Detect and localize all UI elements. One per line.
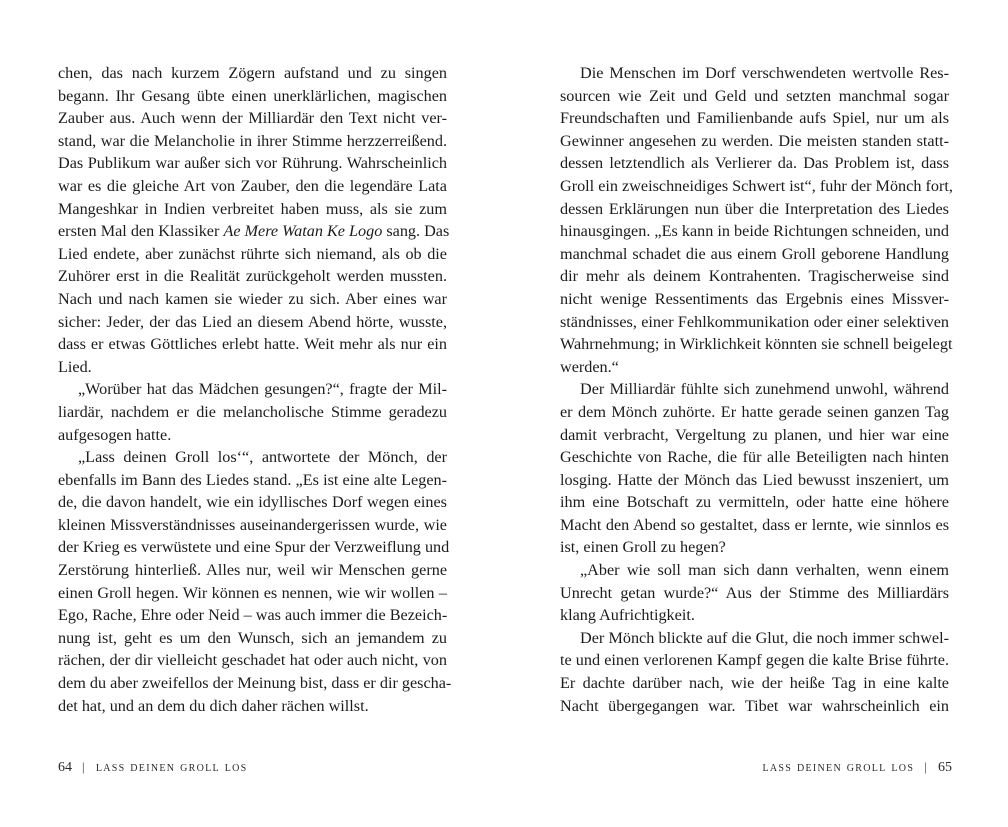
text-line: sourcen wie Zeit und Geld und setzten manchmal sogar <box>560 86 949 105</box>
text-line: ebenfalls im Bann des Liedes stand. „Es ist eine alte Legen- <box>58 470 447 489</box>
text-line: Lied endete, aber zunächst rührte sich niemand, als ob die <box>58 244 447 263</box>
text-line: begann. Ihr Gesang übte einen unerklärlichen, magischen <box>58 86 447 105</box>
left-page <box>58 62 452 717</box>
line-lead: ersten Mal den Klassiker <box>58 222 224 241</box>
running-title: lass deinen groll los <box>762 760 915 775</box>
text-line: Unrecht getan wurde?“ Aus der Stimme des Milliardärs <box>560 583 949 602</box>
text-line: kleinen Missverständnisses auseinandergerissen wurde, wie <box>58 515 447 534</box>
text-line: nicht wenige Ressentiments das Ergebnis eines Missver- <box>560 289 949 308</box>
footer-separator: | <box>924 760 928 774</box>
text-line: nung ist, geht es um den Wunsch, sich an jemandem zu <box>58 628 447 647</box>
text-line: ihm eine Botschaft zu vermitteln, oder hatte eine höhere <box>560 493 949 512</box>
text-line: Zuhörer erst in die Realität zurückgeholt werden mussten. <box>58 267 447 286</box>
text-line: er dem Mönch zuhörte. Er hatte gerade seinen ganzen Tag <box>560 402 949 421</box>
song-title: Ae Mere Watan Ke Logo <box>223 222 383 241</box>
text-line: dessen Erklärungen nun über die Interpretation des Liedes <box>560 199 949 218</box>
text-line: Ego, Rache, Ehre oder Neid – was auch immer die Bezeich- <box>58 606 448 625</box>
right-footer <box>763 760 953 776</box>
text-line: det hat, und an dem du dich daher rächen willst. <box>58 696 369 715</box>
text-line: Nacht übergegangen war. Tibet war wahrscheinlich ein <box>560 696 949 715</box>
text-line: dem du aber zweifellos der Meinung bist, dass er dir gescha- <box>58 674 452 693</box>
text-line: Macht den Abend so gestaltet, dass er lernte, wie sinnlos es <box>560 515 949 534</box>
text-line-with-song-title <box>58 220 450 243</box>
text-line: Das Publikum war außer sich vor Rührung. Wahrscheinlich <box>58 154 447 173</box>
right-page <box>560 62 953 717</box>
text-line: ist, einen Groll zu hegen? <box>560 538 726 557</box>
text-line: chen, das nach kurzem Zögern aufstand und zu singen <box>58 64 447 82</box>
footer-separator: | <box>82 760 86 774</box>
text-line: „Aber wie soll man sich dann verhalten, wenn einem <box>580 561 949 580</box>
text-line: de, die davon handelt, wie ein idyllisches Dorf wegen eines <box>58 493 447 512</box>
text-line: Der Mönch blickte auf die Glut, die noch immer schwel- <box>580 628 949 647</box>
line-tail: sang. Das <box>382 222 450 241</box>
text-line: Gewinner angesehen zu werden. Die meisten standen statt- <box>560 131 949 150</box>
text-line: Nach und nach kamen sie wieder zu sich. Aber eines war <box>58 289 447 308</box>
text-line: Wahrnehmung; in Wirklichkeit könnten sie schnell beigelegt <box>560 335 953 354</box>
text-line: Die Menschen im Dorf verschwendeten wertvolle Res- <box>580 64 949 82</box>
text-line: stand, war die Melancholie in ihrer Stimme herzzerreißend. <box>58 131 447 150</box>
text-line: dir mehr als deinem Kontrahenten. Tragischerweise sind <box>560 267 949 286</box>
page-number: 64 <box>58 760 72 775</box>
text-line: Groll ein zweischneidiges Schwert ist“, fuhr der Mönch fort, <box>560 176 953 195</box>
text-line: dass er etwas Göttliches erlebt hatte. Weit mehr als nur ein <box>58 335 447 354</box>
text-line: Der Milliardär fühlte sich zunehmend unwohl, während <box>580 380 949 399</box>
text-line: Zauber aus. Auch wenn der Milliardär den Text nicht ver- <box>58 109 447 128</box>
text-line: liardär, nachdem er die melancholische Stimme geradezu <box>58 402 447 421</box>
page-number: 65 <box>938 760 952 775</box>
text-line: Zerstörung hinterließ. Alles nur, weil wir Menschen gerne <box>58 561 447 580</box>
text-line: „Worüber hat das Mädchen gesungen?“, fragte der Mil- <box>78 380 447 399</box>
text-line: hinausgingen. „Es kann in beide Richtungen schneiden, und <box>560 222 949 241</box>
text-line: sicher: Jeder, der das Lied an diesem Abend hörte, wusste, <box>58 312 447 331</box>
text-line: einen Groll hegen. Wir können es nennen, wie wir wollen – <box>58 583 447 602</box>
text-line: manchmal schadet die aus einem Groll geborene Handlung <box>560 244 949 263</box>
left-footer <box>58 760 248 776</box>
text-line: dessen letztendlich als Verlierer da. Das Problem ist, dass <box>560 154 949 173</box>
text-line: rächen, der dir vielleicht geschadet hat oder auch nicht, von <box>58 651 447 670</box>
text-line: ständnisses, einer Fehlkommunikation oder einer selektiven <box>560 312 949 331</box>
text-line: losging. Hatte der Mönch das Lied bewusst inszeniert, um <box>560 470 949 489</box>
text-line: te und einen verlorenen Kampf gegen die kalte Brise führte. <box>560 651 949 670</box>
text-line: war es die gleiche Art von Zauber, den die legendäre Lata <box>58 176 447 195</box>
text-line: Mangeshkar in Indien verbreitet haben muss, als sie zum <box>58 199 447 218</box>
text-line: aufgesogen hatte. <box>58 425 172 444</box>
text-line: werden.“ <box>560 357 619 376</box>
text-line: Er dachte darüber nach, wie der heiße Tag in eine kalte <box>560 674 949 693</box>
text-line: Geschichte von Rache, die für alle Beteiligten nach hinten <box>560 448 949 467</box>
running-title: lass deinen groll los <box>95 760 248 775</box>
text-line: Freundschaften und Familienbande aufs Spiel, nur um als <box>560 109 949 128</box>
text-line: damit verbracht, Vergeltung zu planen, und hier war eine <box>560 425 949 444</box>
text-line: Lied. <box>58 357 92 376</box>
text-line: klang Aufrichtigkeit. <box>560 606 695 625</box>
text-line: der Krieg es verwüstete und eine Spur der Verzweiflung und <box>58 538 450 557</box>
text-line: „Lass deinen Groll los‘“, antwortete der Mönch, der <box>78 448 447 467</box>
